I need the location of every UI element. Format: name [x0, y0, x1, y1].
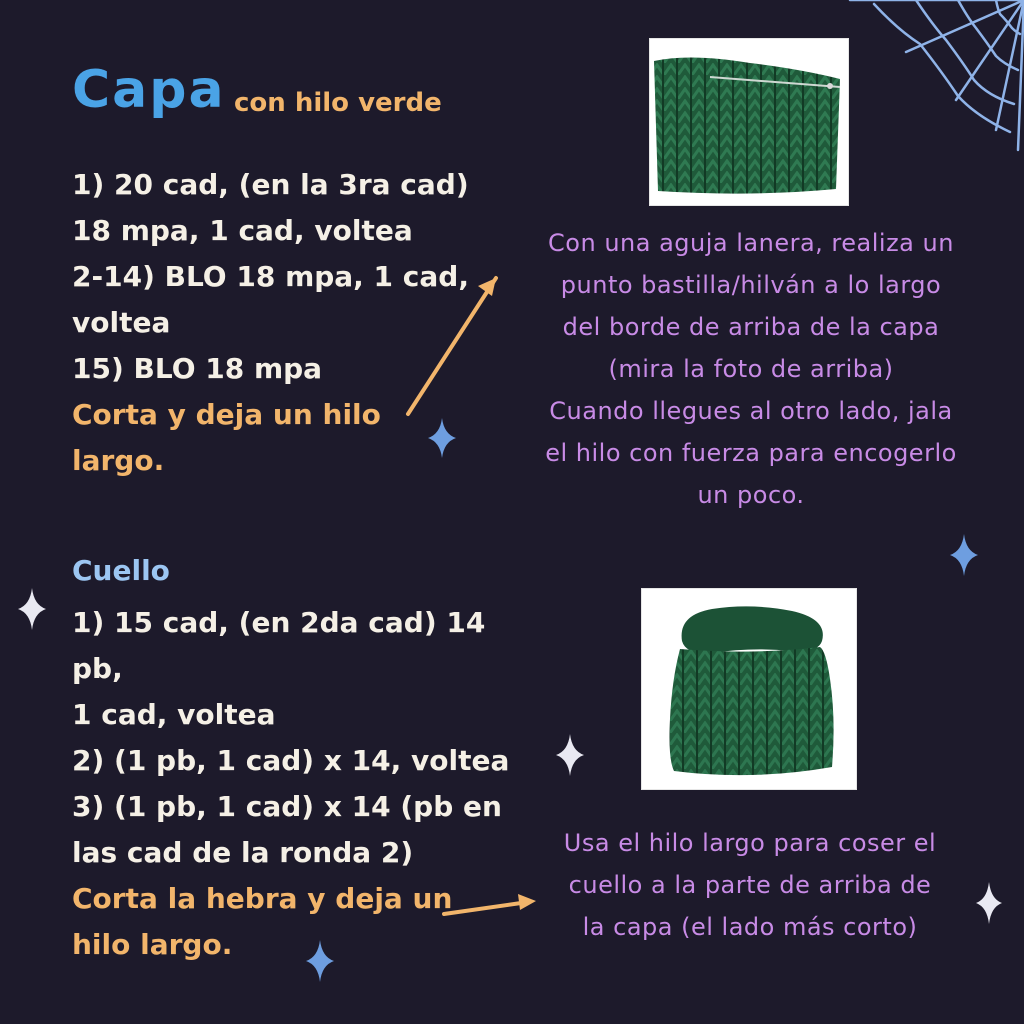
capa-note-line: un poco. [697, 481, 805, 509]
arrow-icon [400, 264, 510, 424]
capa-note [506, 222, 996, 516]
collar-photo [641, 588, 857, 790]
cuello-title: Cuello [72, 554, 170, 587]
capa-note-line: del borde de arriba de la capa [562, 313, 940, 341]
cuello-step-line: 3) (1 pb, 1 cad) x 14 (pb en [72, 790, 502, 823]
capa-note-line: Cuando llegues al otro lado, jala [549, 397, 953, 425]
cuello-note-line: la capa (el lado más corto) [582, 913, 918, 941]
cuello-step-line: las cad de la ronda 2) [72, 836, 414, 869]
capa-step-line: voltea [72, 306, 171, 339]
cuello-step-line: 1) 15 cad, (en 2da cad) 14 pb, [72, 606, 486, 685]
capa-note-line: el hilo con fuerza para encogerlo [545, 439, 957, 467]
cuello-finish-line: Corta la hebra y deja un [72, 882, 453, 915]
cuello-note [520, 822, 980, 948]
capa-finish-line: Corta y deja un hilo [72, 398, 381, 431]
sparkle-icon [950, 534, 978, 576]
capa-finish-line: largo. [72, 444, 165, 477]
capa-note-line: Con una aguja lanera, realiza un [548, 229, 954, 257]
sparkle-icon [428, 418, 456, 458]
cuello-step-line: 1 cad, voltea [72, 698, 276, 731]
cuello-finish-line: hilo largo. [72, 928, 233, 961]
sparkle-icon [976, 882, 1002, 924]
sparkle-icon [306, 940, 334, 982]
capa-step-line: 15) BLO 18 mpa [72, 352, 323, 385]
capa-note-line: punto bastilla/hilván a lo largo [560, 271, 942, 299]
cuello-step-line: 2) (1 pb, 1 cad) x 14, voltea [72, 744, 510, 777]
sparkle-icon [556, 734, 584, 776]
cape-photo [649, 38, 849, 206]
cuello-note-line: cuello a la parte de arriba de [568, 871, 932, 899]
capa-step-line: 1) 20 cad, (en la 3ra cad) [72, 168, 469, 201]
capa-subtitle: con hilo verde [234, 88, 442, 118]
capa-title: Capa [72, 60, 226, 120]
sparkle-icon [18, 588, 46, 630]
capa-step-line: 18 mpa, 1 cad, voltea [72, 214, 413, 247]
cuello-note-line: Usa el hilo largo para coser el [563, 829, 937, 857]
spiderweb-icon [846, 0, 1024, 160]
capa-step-line: 2-14) BLO 18 mpa, 1 cad, [72, 260, 469, 293]
capa-note-line: (mira la foto de arriba) [608, 355, 894, 383]
